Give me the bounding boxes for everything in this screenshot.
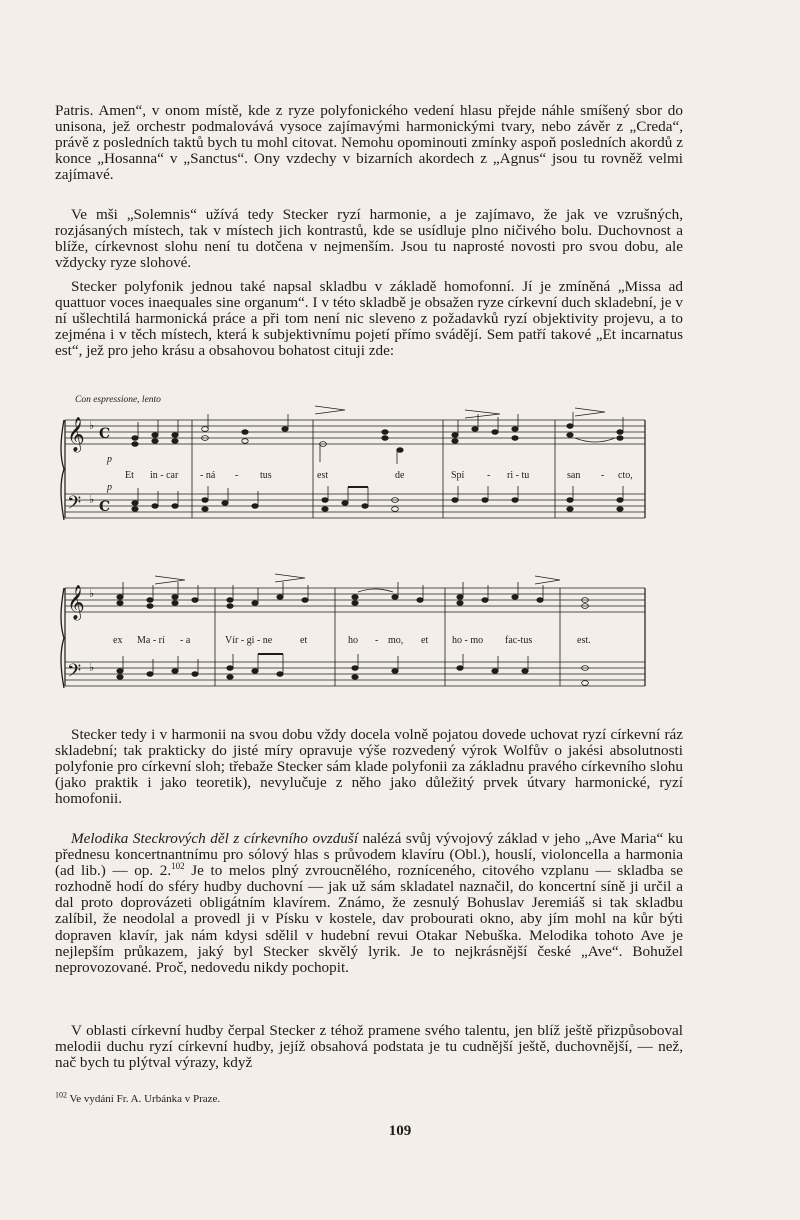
paragraph-5-text-a: nalézá svůj vývojový základ v jeho „Ave Maria“ ku přednesu koncertnantnímu pro sólový hlas s průvodem klavíru (Obl.), houslí, violoncella a harmonia (ad lib.) — op. 2. — [55, 830, 683, 880]
paragraph-5 — [55, 831, 683, 976]
dynamic-p-1: p — [107, 454, 112, 465]
dynamic-p-2: p — [107, 482, 112, 493]
tempo-marking: Con espressione, lento — [75, 395, 161, 405]
notes-system-1 — [132, 412, 623, 511]
footnote — [55, 1092, 655, 1106]
bass-clef-icon: 𝄢 — [67, 661, 82, 686]
lyric-1-10: ri - tu — [507, 470, 530, 481]
svg-text:C: C — [99, 499, 111, 515]
paragraph-3: Stecker polyfonik jednou také napsal skladbu v základě homofonní. Jí je zmíněná „Missa ad quattuor voces inaequales sine organum“. I v této skladbě je obsažen ryze církevní duch skladební, je v ní ušlechtilá harmonická práce a při tom není nic sleveno z požadavků ryzí objektivity projevu, a to zejména i v těch místech, která k subjektivnímu pojetí přímo svádějí. Sem patří takové „Et incarnatus est“, jež pro jeho krásu a obsahovou bohatost cituji zde: — [55, 278, 683, 360]
paragraph-2: Ve mši „Solemnis“ užívá tedy Stecker ryzí harmonie, a je zajímavo, že jak ve vzrušných, rozjásaných místech, tak v místech jich kontrastů, kde se usídluje plno ničivého bolu. Duchovnost a blíže, církevnost slohu není tu dotčena v nejmenším. Jsou tu naprosté novosti pro svou dobu, ale vždycky ryze slohové. — [55, 206, 683, 272]
lyric-2-6: ho — [348, 635, 358, 646]
svg-text:C: C — [99, 426, 111, 442]
lyric-2-8: mo, — [388, 635, 404, 646]
paragraph-6: V oblasti církevní hudby čerpal Stecker z téhož pramene svého talentu, jen blíž ještě přizpůsoboval melodii duchu ryzí církevní hudby, jejíž obsahová podstata je tu cudnější ještě, duchovnější, — než, nač bych tu plýtval výrazy, když — [55, 1022, 683, 1072]
treble-clef-icon: 𝄞 — [67, 417, 85, 452]
lyric-2-1: ex — [113, 635, 123, 646]
page-number: 109 — [388, 1123, 412, 1139]
music-score-excerpt — [55, 392, 655, 710]
lyric-1-7: de — [395, 470, 405, 481]
lyric-2-12: est. — [577, 635, 591, 646]
svg-text:♭: ♭ — [89, 587, 95, 600]
lyric-1-2: in - car — [150, 470, 179, 481]
lyric-1-6: est — [317, 470, 329, 481]
lyric-2-10: ho - mo — [452, 635, 484, 646]
bass-clef-icon: 𝄢 — [67, 493, 82, 518]
lyric-1-5: tus — [260, 470, 272, 481]
lyric-1-8: Spí — [451, 470, 465, 481]
paragraph-4: Stecker tedy i v harmonii na svou dobu vždy docela volně pojatou dovede uchovat ryzí církevní ráz skladební; tak prakticky do jisté míry opravuje výše rozvedený výrok Wolfův o jakési absolutnosti polyfonie pro církevní sloh; třebaže Stecker sám klade polyfonii za základnu pravého církevního slohu (jako praktik i jako teoretik), nevylučuje z něho jako důležitý prvek útvary harmonické, ryzí homofonii. — [55, 726, 683, 808]
footnote-number: 102 — [55, 1090, 67, 1100]
notes-system-2 — [117, 582, 589, 685]
svg-text:♭: ♭ — [89, 661, 95, 674]
svg-text:♭: ♭ — [89, 419, 95, 432]
music-system-2 — [61, 574, 645, 688]
paragraph-1: Patris. Amen“, v onom místě, kde z ryze polyfonického vedení hlasu přejde náhle smíšený sbor do unisona, jež orchestr podmalovává vysoce zajímavými harmonickými tvary, nebo závěr z „Creda“, právě z posledních taktů bych tu mohl citovat. Nemohu opominouti zmínky aspoň posledních akordů z konce „Hosanna“ v „Sanctus“. Ony vzdechy v bizarních akordech z „Agnus“ jsou tu rovněž velmi zajímavé. — [55, 102, 683, 184]
lyric-1-12: - — [601, 470, 605, 481]
lyric-2-5: et — [300, 635, 308, 646]
lyric-1-9: - — [487, 470, 491, 481]
lyric-2-2: Ma - rí — [137, 635, 165, 646]
lyric-2-4: Vír - gi - ne — [225, 635, 273, 646]
lyric-1-4: - — [235, 470, 239, 481]
footnote-ref: 102 — [171, 861, 185, 872]
lyric-1-1: Et — [125, 470, 134, 481]
svg-text:♭: ♭ — [89, 493, 95, 506]
music-system-1 — [61, 406, 645, 520]
footnote-text: Ve vydání Fr. A. Urbánka v Praze. — [67, 1093, 221, 1105]
treble-clef-icon: 𝄞 — [67, 585, 85, 620]
paragraph-5-italic: Melodika Steckrových děl z církevního ovzduší — [71, 830, 359, 847]
lyric-2-9: et — [421, 635, 429, 646]
lyric-1-3: - ná — [200, 470, 216, 481]
lyric-1-11: san — [567, 470, 581, 481]
lyric-2-3: - a — [180, 635, 191, 646]
lyric-2-11: fac-tus — [505, 635, 533, 646]
lyric-2-7: - — [375, 635, 379, 646]
lyric-1-13: cto, — [618, 470, 633, 481]
paragraph-5-text-b: Je to melos plný zvroucnělého, rozníceného, citového vzplanu — skladba se rozhodně hodí do sféry hudby duchovní — jak už sám skladatel naznačil, do koncertní síně ji určil a dal proto doprovázeti obligátním klavírem. Známo, že zesnulý Bohuslav Jeremiáš si tak skladbu zalíbil, že neodolal a provedl ji v Písku v kostele, dav probourati okno, aby jím mohl na kůr býti dopraven klavír, jak nám kdysi sdělil v hudební revui Otakar Nebuška. Melodika tohoto Ave je nejlepším průkazem, jaký byl Stecker skvělý lyrik. Je to nejkrásnější české „Ave“. Bohužel neprovozované. Proč, nedovedu nikdy pochopit. — [55, 862, 683, 976]
